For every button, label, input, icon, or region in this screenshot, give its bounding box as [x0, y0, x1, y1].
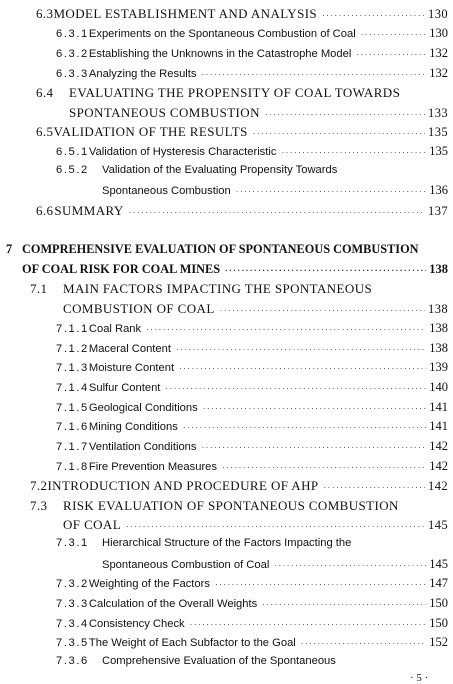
dot-leader — [262, 598, 426, 610]
section-title: MODEL ESTABLISHMENT AND ANALYSIS — [53, 6, 318, 21]
dot-leader — [225, 262, 426, 277]
subsection-number: 7.1.7 — [56, 441, 89, 453]
subsection-title: Mining Conditions — [88, 421, 178, 433]
subsection-title: Consistency Check — [88, 618, 185, 630]
dot-leader — [324, 478, 426, 494]
chapter-title-continued: OF COAL RISK FOR COAL MINES — [22, 262, 221, 276]
page-number: 135 — [429, 144, 448, 158]
section-number: 6.3 — [36, 6, 54, 21]
chapter-title: COMPREHENSIVE EVALUATION OF SPONTANEOUS COMBUSTION — [22, 242, 419, 256]
toc-entry-7-1-cont[interactable] — [63, 301, 448, 317]
toc-entry-7-3-4[interactable] — [56, 616, 448, 631]
dot-leader — [146, 323, 426, 335]
dot-leader — [165, 382, 426, 394]
dot-leader — [203, 402, 427, 414]
dot-leader — [281, 146, 426, 158]
subsection-number: 7.1.6 — [56, 421, 89, 433]
toc-entry-7-3[interactable] — [30, 498, 448, 514]
page-number: 150 — [429, 616, 448, 630]
page-number: 136 — [429, 183, 448, 197]
dot-leader — [322, 6, 425, 22]
toc-entry-7-1[interactable] — [30, 281, 448, 297]
dot-leader — [301, 637, 426, 649]
page-number: 138 — [428, 302, 448, 316]
section-number: 7.2 — [30, 478, 48, 493]
dot-leader — [253, 124, 425, 140]
toc-entry-6-3-2[interactable] — [56, 46, 448, 61]
dot-leader — [201, 68, 426, 80]
section-number: 7.3 — [30, 498, 48, 513]
section-number: 6.5 — [36, 124, 54, 139]
section-number: 7.1 — [30, 281, 48, 296]
toc-entry-chapter-7[interactable] — [6, 242, 448, 257]
page-number: 147 — [429, 576, 448, 590]
subsection-title-continued: Spontaneous Combustion — [102, 185, 231, 197]
dot-leader — [176, 343, 426, 355]
dot-leader — [265, 105, 425, 121]
toc-entry-7-3-6[interactable] — [56, 655, 448, 667]
toc-entry-7-2[interactable] — [30, 478, 448, 494]
toc-entry-7-3-1[interactable] — [56, 537, 448, 549]
toc-entry-7-1-7[interactable] — [56, 439, 448, 454]
subsection-number: 7.1.3 — [56, 362, 89, 374]
subsection-title: Weighting of the Factors — [88, 578, 210, 590]
section-number: 6.6 — [36, 203, 54, 218]
page-number: 130 — [428, 7, 448, 21]
toc-entry-7-3-1-cont[interactable] — [102, 557, 448, 572]
section-title: INTRODUCTION AND PROCEDURE OF AHP — [47, 478, 319, 493]
page-number: 141 — [429, 400, 448, 414]
subsection-number: 6.3.2 — [56, 48, 89, 60]
section-title: VALIDATION OF THE RESULTS — [53, 124, 248, 139]
dot-leader — [190, 618, 427, 630]
subsection-title: Experiments on the Spontaneous Combustion of Coal — [88, 28, 356, 40]
page-number: 150 — [429, 596, 448, 610]
subsection-title: Validation of the Evaluating Propensity Towards — [102, 164, 338, 176]
toc-entry-7-3-3[interactable] — [56, 596, 448, 611]
toc-entry-7-1-6[interactable] — [56, 419, 448, 434]
toc-entry-7-1-2[interactable] — [56, 341, 448, 356]
dot-leader — [179, 362, 426, 374]
toc-entry-6-5-1[interactable] — [56, 144, 448, 159]
toc-entry-chapter-7-cont[interactable] — [22, 262, 448, 277]
toc-entry-7-1-8[interactable] — [56, 459, 448, 474]
toc-entry-6-6[interactable] — [36, 203, 448, 219]
page-number: 145 — [429, 557, 448, 571]
subsection-title: Validation of Hysteresis Characteristic — [88, 146, 277, 158]
subsection-number: 7.1.5 — [56, 402, 89, 414]
toc-entry-6-3-3[interactable] — [56, 66, 448, 81]
dot-leader — [361, 28, 427, 40]
subsection-number: 7.3.2 — [56, 578, 89, 590]
toc-entry-6-3[interactable] — [36, 6, 448, 22]
subsection-title: Maceral Content — [88, 343, 171, 355]
subsection-number: 7.3.4 — [56, 618, 89, 630]
chapter-number: 7 — [6, 242, 13, 256]
page-number: 142 — [428, 479, 448, 493]
dot-leader — [183, 421, 426, 433]
page-number: 152 — [429, 635, 448, 649]
page-number: 140 — [429, 380, 448, 394]
section-title: MAIN FACTORS IMPACTING THE SPONTANEOUS — [63, 281, 373, 296]
subsection-title: Calculation of the Overall Weights — [88, 598, 258, 610]
toc-entry-6-4-cont[interactable] — [69, 105, 448, 121]
toc-entry-6-5[interactable] — [36, 124, 448, 140]
page-number: 142 — [429, 459, 448, 473]
page-number: 132 — [429, 46, 448, 60]
section-title: SUMMARY — [54, 203, 124, 218]
section-title-continued: SPONTANEOUS COMBUSTION — [69, 105, 260, 120]
toc-entry-7-1-1[interactable] — [56, 321, 448, 336]
page-number: 135 — [428, 125, 448, 139]
page-footer: · 5 · — [410, 672, 429, 684]
toc-entry-6-4[interactable] — [36, 85, 448, 101]
subsection-title: Establishing the Unknowns in the Catastrophe Model — [88, 48, 352, 60]
page-number: 141 — [429, 419, 448, 433]
page-number: 142 — [429, 439, 448, 453]
subsection-number: 6.5.1 — [56, 146, 89, 158]
subsection-number: 7.3.1 — [56, 537, 89, 549]
subsection-title: Moisture Content — [88, 362, 175, 374]
page-number: 138 — [429, 262, 448, 276]
dot-leader — [274, 559, 426, 571]
subsection-title: Analyzing the Results — [88, 68, 197, 80]
subsection-title: Coal Rank — [88, 323, 142, 335]
toc-entry-7-3-cont[interactable] — [63, 517, 448, 533]
subsection-number: 6.3.1 — [56, 28, 89, 40]
toc-entry-7-3-2[interactable] — [56, 576, 448, 591]
toc-entry-7-1-4[interactable] — [56, 380, 448, 395]
subsection-title: Hierarchical Structure of the Factors Impacting the — [102, 537, 352, 549]
dot-leader — [129, 203, 425, 219]
dot-leader — [220, 301, 425, 317]
subsection-number: 7.3.3 — [56, 598, 89, 610]
page-number: 145 — [428, 518, 448, 532]
dot-leader — [215, 578, 426, 590]
section-title-continued: COMBUSTION OF COAL — [63, 301, 215, 316]
page-number: 139 — [429, 360, 448, 374]
page-number: 137 — [428, 204, 448, 218]
toc-entry-7-3-5[interactable] — [56, 635, 448, 650]
subsection-title-continued: Spontaneous Combustion of Coal — [102, 559, 270, 571]
dot-leader — [356, 48, 426, 60]
page-number: 138 — [429, 341, 448, 355]
toc-entry-6-3-1[interactable] — [56, 26, 448, 41]
toc-entry-7-1-3[interactable] — [56, 360, 448, 375]
subsection-title: Comprehensive Evaluation of the Spontaneous — [102, 655, 336, 667]
subsection-title: Sulfur Content — [88, 382, 161, 394]
subsection-title: The Weight of Each Subfactor to the Goal — [88, 637, 296, 649]
dot-leader — [202, 441, 427, 453]
subsection-number: 6.3.3 — [56, 68, 89, 80]
page-number: 133 — [428, 106, 448, 120]
section-title-continued: OF COAL — [63, 517, 122, 532]
page-number: 132 — [429, 66, 448, 80]
dot-leader — [236, 185, 427, 197]
section-title: RISK EVALUATION OF SPONTANEOUS COMBUSTION — [63, 498, 399, 513]
page-number: 138 — [429, 321, 448, 335]
subsection-number: 7.1.8 — [56, 461, 89, 473]
toc-entry-6-5-2-cont[interactable] — [102, 183, 448, 198]
section-number: 6.4 — [36, 85, 54, 100]
subsection-number: 7.1.1 — [56, 323, 89, 335]
subsection-title: Fire Prevention Measures — [88, 461, 217, 473]
page-number: 130 — [429, 26, 448, 40]
dot-leader — [222, 461, 426, 473]
toc-entry-7-1-5[interactable] — [56, 400, 448, 415]
subsection-title: Ventilation Conditions — [88, 441, 197, 453]
subsection-number: 6.5.2 — [56, 164, 89, 176]
subsection-title: Geological Conditions — [88, 402, 198, 414]
section-title: EVALUATING THE PROPENSITY OF COAL TOWARDS — [69, 85, 401, 100]
dot-leader — [126, 517, 425, 533]
subsection-number: 7.3.6 — [56, 655, 89, 667]
subsection-number: 7.1.2 — [56, 343, 89, 355]
toc-entry-6-5-2[interactable] — [56, 164, 448, 176]
subsection-number: 7.3.5 — [56, 637, 89, 649]
subsection-number: 7.1.4 — [56, 382, 89, 394]
